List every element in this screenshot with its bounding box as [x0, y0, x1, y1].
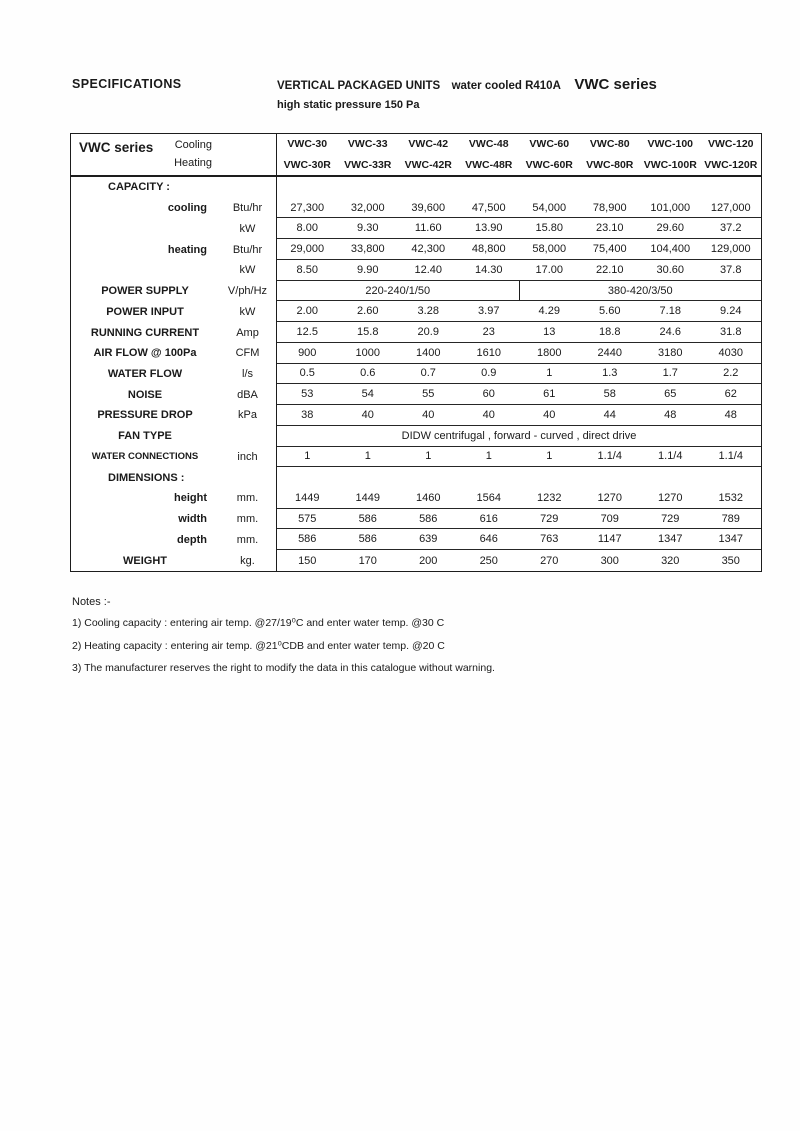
data-cell: 200	[419, 554, 438, 567]
data-cell: 127,000	[701, 198, 762, 219]
data-cell: 1532	[701, 488, 762, 509]
data-cell: 300	[600, 554, 619, 567]
column-header: VWC-42R	[404, 158, 452, 171]
data-cell: 61	[519, 384, 580, 405]
data-cell: 75,400	[580, 239, 641, 260]
data-cell: 1347	[701, 529, 762, 550]
row-data	[276, 239, 761, 260]
row-unit: kW	[239, 222, 256, 235]
table-row-water-connections	[71, 447, 761, 468]
data-cell: 55	[398, 384, 459, 405]
data-cell-merged: DIDW centrifugal , forward - curved , direct drive	[277, 426, 761, 447]
data-cell: 2440	[580, 343, 641, 364]
row-unit: inch	[237, 450, 258, 463]
note-item: 1) Cooling capacity : entering air temp. @27/19⁰C and enter water temp. @30 C	[72, 617, 445, 629]
data-cell: 44	[580, 405, 641, 426]
data-cell: 1000	[338, 343, 399, 364]
data-cell: 27,300	[277, 198, 338, 219]
data-cell: 1270	[640, 488, 701, 509]
data-cell: 1347	[640, 529, 701, 550]
column-header: VWC-48R	[465, 158, 513, 171]
data-cell: 18.8	[580, 322, 641, 343]
data-cell: 2.00	[277, 301, 338, 322]
row-unit: Amp	[236, 326, 259, 339]
table-row-noise	[71, 384, 761, 405]
data-cell: 586	[338, 529, 399, 550]
data-cell: 65	[640, 384, 701, 405]
data-cell: 0.5	[277, 364, 338, 385]
row-unit: mm.	[236, 533, 259, 546]
table-row-heating-kw	[71, 260, 761, 281]
data-cell: 30.60	[640, 260, 701, 281]
data-cell: 101,000	[640, 198, 701, 219]
data-cell: 22.10	[580, 260, 641, 281]
data-cell: 1.1/4	[580, 447, 641, 468]
data-cell: 29.60	[640, 218, 701, 239]
row-data	[276, 343, 761, 364]
column-header: VWC-120R	[704, 158, 758, 171]
column-header: VWC-60	[529, 138, 570, 151]
row-data	[276, 281, 761, 302]
row-label: width	[178, 513, 207, 526]
data-cell: 9.24	[701, 301, 762, 322]
row-data	[276, 218, 761, 239]
data-cell: 48	[701, 405, 762, 426]
row-label: cooling	[167, 202, 207, 215]
table-row-width	[71, 509, 761, 530]
data-cell: 37.2	[701, 218, 762, 239]
data-cell: 32,000	[338, 198, 399, 219]
row-data	[276, 322, 761, 343]
data-cell: 11.60	[398, 218, 459, 239]
table-row-capacity-section	[71, 177, 761, 198]
data-cell: 320	[661, 554, 680, 567]
data-cell: 78,900	[580, 198, 641, 219]
data-cell: 48	[640, 405, 701, 426]
data-cell: 1	[519, 364, 580, 385]
row-label: FAN TYPE	[118, 430, 172, 443]
data-cell: 14.30	[459, 260, 520, 281]
data-cell: 0.9	[459, 364, 520, 385]
row-unit: kW	[239, 305, 256, 318]
data-cell: 58	[580, 384, 641, 405]
data-cell: 900	[277, 343, 338, 364]
row-label: WATER FLOW	[107, 367, 183, 380]
data-cell: 8.00	[277, 218, 338, 239]
row-label: POWER SUPPLY	[101, 285, 189, 298]
data-cell: 13.90	[459, 218, 520, 239]
data-cell: 789	[701, 509, 762, 530]
data-cell: 37.8	[701, 260, 762, 281]
cooling-type-label: water cooled R410A	[451, 80, 561, 92]
data-cell: 729	[640, 509, 701, 530]
row-label: NOISE	[127, 388, 163, 401]
static-pressure-label: high static pressure 150 Pa	[277, 99, 420, 111]
data-cell: 170	[358, 554, 377, 567]
table-row-weight	[71, 550, 761, 571]
column-header: VWC-60R	[525, 158, 573, 171]
row-unit: V/ph/Hz	[227, 285, 268, 298]
data-cell-span: 380-420/3/50	[519, 281, 762, 302]
data-cell: 20.9	[398, 322, 459, 343]
notes-title: Notes :-	[72, 596, 111, 608]
data-cell: 1232	[519, 488, 580, 509]
data-cell: 1	[338, 447, 399, 468]
row-unit: kPa	[238, 409, 257, 422]
row-unit: mm.	[236, 492, 259, 505]
data-cell-span: 220-240/1/50	[277, 281, 519, 302]
column-header: VWC-80	[589, 138, 630, 151]
data-cell: 129,000	[701, 239, 762, 260]
row-label: RUNNING CURRENT	[90, 326, 200, 339]
data-cell: 13	[519, 322, 580, 343]
row-data	[276, 198, 761, 219]
data-cell: 3.97	[459, 301, 520, 322]
data-cell: 1610	[459, 343, 520, 364]
cooling-models-row	[277, 134, 761, 155]
row-unit: l/s	[242, 367, 253, 380]
data-cell: 48,800	[459, 239, 520, 260]
table-row-fan-type	[71, 426, 761, 447]
cooling-row-label: Cooling	[174, 139, 212, 151]
data-cell: 7.18	[640, 301, 701, 322]
row-unit: Btu/hr	[232, 243, 263, 256]
series-label: VWC series	[574, 76, 657, 93]
row-data	[276, 509, 761, 530]
data-cell: 53	[277, 384, 338, 405]
data-cell: 4030	[701, 343, 762, 364]
data-cell: 9.90	[338, 260, 399, 281]
note-item: 2) Heating capacity : entering air temp. @21⁰CDB and enter water temp. @20 C	[72, 639, 445, 652]
data-cell: 40	[398, 405, 459, 426]
table-row-dimensions-section	[71, 467, 761, 488]
data-cell: 104,400	[640, 239, 701, 260]
data-cell: 39,600	[398, 198, 459, 219]
table-row-height	[71, 488, 761, 509]
data-cell: 23	[459, 322, 520, 343]
table-row-depth	[71, 529, 761, 550]
row-label: heating	[167, 243, 207, 256]
data-cell: 586	[338, 509, 399, 530]
row-label: WATER CONNECTIONS	[91, 451, 199, 463]
note-item: 3) The manufacturer reserves the right to modify the data in this catalogue without warning.	[72, 662, 495, 674]
data-cell: 646	[459, 529, 520, 550]
row-data	[276, 426, 761, 447]
data-cell: 1.7	[640, 364, 701, 385]
data-cell: 9.30	[338, 218, 399, 239]
data-cell: 586	[398, 509, 459, 530]
row-unit: kg.	[240, 554, 255, 567]
data-cell: 575	[277, 509, 338, 530]
page-title: SPECIFICATIONS	[72, 77, 182, 91]
row-unit	[219, 467, 276, 488]
column-header: VWC-42	[408, 138, 449, 151]
data-cell: 8.50	[277, 260, 338, 281]
table-body	[71, 177, 761, 571]
spec-table	[70, 133, 762, 572]
data-cell: 15.80	[519, 218, 580, 239]
data-cell: 23.10	[580, 218, 641, 239]
row-data	[276, 384, 761, 405]
column-header: VWC-30R	[283, 158, 331, 171]
data-cell: 1800	[519, 343, 580, 364]
row-label: DIMENSIONS :	[108, 471, 185, 484]
data-cell: 24.6	[640, 322, 701, 343]
row-data	[276, 447, 761, 468]
data-cell: 1449	[277, 488, 338, 509]
column-header: VWC-33	[347, 138, 388, 151]
column-header: VWC-80R	[586, 158, 634, 171]
data-cell: 1460	[398, 488, 459, 509]
row-data	[276, 488, 761, 509]
data-cell: 639	[398, 529, 459, 550]
data-cell: 62	[701, 384, 762, 405]
row-label	[71, 218, 219, 239]
data-cell: 40	[338, 405, 399, 426]
row-label	[71, 260, 219, 281]
row-unit: kW	[239, 264, 256, 277]
column-header: VWC-120	[707, 138, 754, 151]
data-cell: 1	[277, 447, 338, 468]
data-cell: 1400	[398, 343, 459, 364]
data-cell: 1270	[580, 488, 641, 509]
row-unit: dBA	[237, 388, 258, 401]
data-cell: 4.29	[519, 301, 580, 322]
table-row-air-flow	[71, 343, 761, 364]
row-data	[276, 529, 761, 550]
data-cell: 12.40	[398, 260, 459, 281]
row-label: height	[174, 492, 207, 505]
data-cell: 586	[277, 529, 338, 550]
data-cell: 709	[580, 509, 641, 530]
data-cell: 1147	[580, 529, 641, 550]
row-data	[276, 364, 761, 385]
data-cell: 12.5	[277, 322, 338, 343]
data-cell: 1.1/4	[701, 447, 762, 468]
row-label: POWER INPUT	[106, 305, 184, 318]
column-header: VWC-100	[647, 138, 693, 151]
data-cell: 0.6	[338, 364, 399, 385]
data-cell: 763	[519, 529, 580, 550]
data-cell: 58,000	[519, 239, 580, 260]
data-cell: 40	[519, 405, 580, 426]
data-cell: 3.28	[398, 301, 459, 322]
data-cell: 1	[459, 447, 520, 468]
table-row-power-supply	[71, 281, 761, 302]
data-cell: 17.00	[519, 260, 580, 281]
row-data	[276, 405, 761, 426]
table-row-running-current	[71, 322, 761, 343]
heating-row-label: Heating	[174, 157, 212, 169]
data-cell: 1564	[459, 488, 520, 509]
table-corner-cell	[71, 134, 276, 175]
data-cell: 33,800	[338, 239, 399, 260]
data-cell: 54	[338, 384, 399, 405]
data-cell: 40	[459, 405, 520, 426]
data-cell: 47,500	[459, 198, 520, 219]
data-cell: 729	[519, 509, 580, 530]
data-cell: 2.2	[701, 364, 762, 385]
row-label: WEIGHT	[123, 554, 167, 567]
table-row-water-flow	[71, 364, 761, 385]
data-cell: 29,000	[277, 239, 338, 260]
row-data	[276, 301, 761, 322]
row-unit	[219, 177, 276, 198]
column-header: VWC-33R	[344, 158, 392, 171]
data-cell: 15.8	[338, 322, 399, 343]
table-header	[71, 134, 761, 177]
row-data	[276, 260, 761, 281]
table-row-power-input	[71, 301, 761, 322]
column-header: VWC-100R	[643, 158, 697, 171]
data-cell: 2.60	[338, 301, 399, 322]
column-header: VWC-30	[287, 138, 328, 151]
table-row-pressure-drop	[71, 405, 761, 426]
table-corner-title: VWC series	[79, 140, 154, 155]
data-cell: 1449	[338, 488, 399, 509]
row-unit: CFM	[235, 347, 260, 360]
row-data	[276, 550, 761, 571]
data-cell: 1	[398, 447, 459, 468]
row-label: depth	[177, 533, 207, 546]
row-label: CAPACITY :	[108, 181, 170, 194]
data-cell: 1	[519, 447, 580, 468]
data-cell: 5.60	[580, 301, 641, 322]
data-cell: 250	[479, 554, 498, 567]
data-cell: 270	[540, 554, 559, 567]
data-cell: 150	[298, 554, 317, 567]
doc-subtitle	[277, 76, 657, 94]
data-cell: 60	[459, 384, 520, 405]
data-cell: 3180	[640, 343, 701, 364]
data-cell: 38	[277, 405, 338, 426]
column-header: VWC-48	[468, 138, 509, 151]
data-cell: 1.3	[580, 364, 641, 385]
data-cell: 1.1/4	[640, 447, 701, 468]
data-cell: 31.8	[701, 322, 762, 343]
data-cell: 54,000	[519, 198, 580, 219]
product-line-label: VERTICAL PACKAGED UNITS	[277, 80, 441, 92]
row-unit: mm.	[236, 513, 259, 526]
notes-section	[72, 596, 495, 685]
data-cell: 616	[459, 509, 520, 530]
data-cell: 42,300	[398, 239, 459, 260]
row-label: AIR FLOW @ 100Pa	[93, 347, 197, 360]
data-cell: 350	[721, 554, 740, 567]
heating-models-row	[277, 155, 761, 176]
table-row-heating-btu	[71, 239, 761, 260]
row-unit: Btu/hr	[232, 202, 263, 215]
model-columns	[276, 134, 761, 175]
row-unit	[219, 426, 276, 447]
empty-data-area	[276, 467, 761, 488]
empty-data-area	[276, 177, 761, 198]
row-label: PRESSURE DROP	[97, 409, 193, 422]
table-row-cooling-kw	[71, 218, 761, 239]
table-row-cooling-btu	[71, 198, 761, 219]
data-cell: 0.7	[398, 364, 459, 385]
